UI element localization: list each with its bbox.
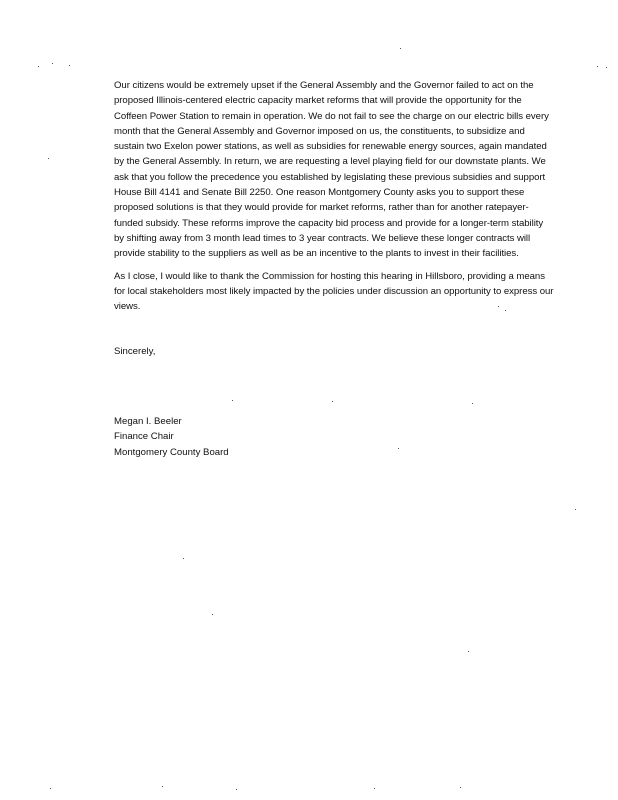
scan-speck xyxy=(232,400,233,401)
scan-speck xyxy=(38,66,39,67)
paragraph-capacity-market-reforms: Our citizens would be extremely upset if the General Assembly and the Governor failed to act on the proposed Illinois-centered electric capacity market reforms that will provide the opportunity for the Coffeen Power Station to remain in operation. We do not fail to see the charge on our electric bills every month that the General Assembly and Governor imposed on us, the constituents, to subsidize and sustain two Exelon power stations, as well as subsidies for renewable energy sources, again mandated by the General Assembly. In return, we are requesting a level playing field for our downstate plants. We ask that you follow the precedence you established by legislating these previous subsidies and support House Bill 4141 and Senate Bill 2250. One reason Montgomery County asks you to support these proposed solutions is that they would provide for market reforms, rather than for another ratepayer-funded subsidy. These reforms improve the capacity bid process and provide for a longer-term stability by shifting away from 3 month lead times to 3 year contracts. We believe these longer contracts will provide stability to the suppliers as well as be an incentive to the plants to invest in their facilities. xyxy=(114,80,549,260)
scan-speck xyxy=(162,786,163,787)
scan-speck xyxy=(48,158,49,159)
paragraph-closing-thanks: As I close, I would like to thank the Commission for hosting this hearing in Hillsboro, providing a means for local stakeholders most likely impacted by the policies under discussion an opportunity to express our views. xyxy=(114,270,554,313)
scan-speck xyxy=(460,787,461,788)
scan-speck xyxy=(50,788,51,789)
scan-speck xyxy=(468,651,469,652)
scan-speck xyxy=(472,403,473,404)
scan-speck xyxy=(183,558,184,559)
signature-block xyxy=(114,414,229,460)
scan-speck xyxy=(332,401,333,402)
scan-speck xyxy=(606,67,607,68)
scan-speck xyxy=(575,509,576,510)
closing-salutation: Sincerely, xyxy=(114,346,156,357)
scan-speck xyxy=(212,614,213,615)
signer-name: Megan I. Beeler xyxy=(114,416,182,427)
paragraph-spacer xyxy=(114,262,554,269)
scan-speck xyxy=(498,306,499,307)
scan-speck xyxy=(374,788,375,789)
scan-speck xyxy=(400,48,401,49)
scan-speck xyxy=(236,789,237,790)
scan-speck xyxy=(505,310,506,311)
letter-body xyxy=(114,78,554,314)
scan-speck xyxy=(597,66,598,67)
scan-speck xyxy=(398,448,399,449)
scan-speck xyxy=(69,65,70,66)
scan-speck xyxy=(52,63,53,64)
signer-organization: Montgomery County Board xyxy=(114,446,229,458)
signer-title: Finance Chair xyxy=(114,431,174,443)
